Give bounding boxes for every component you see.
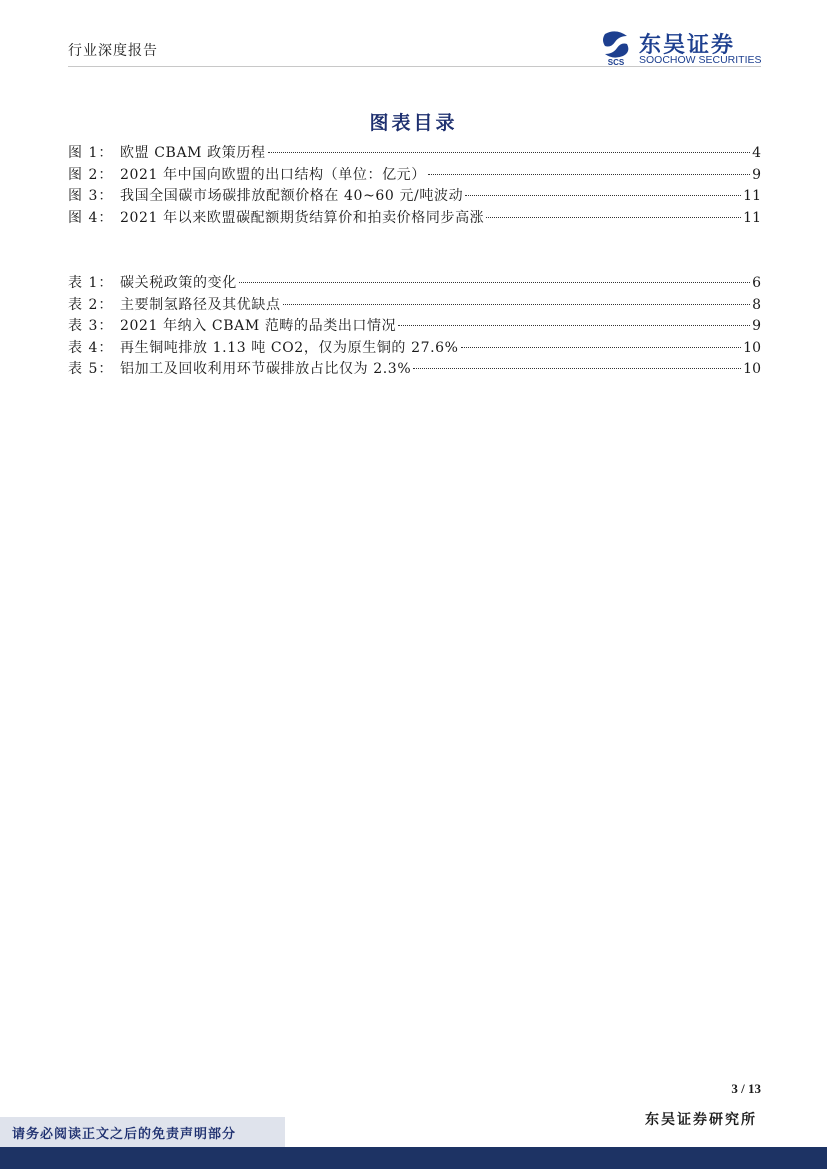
toc-entry-figure-1[interactable] <box>68 143 761 165</box>
soochow-logo-icon <box>601 30 631 66</box>
report-type-label: 行业深度报告 <box>68 43 158 59</box>
entry-label: 表 1： <box>68 275 114 291</box>
entry-text: 我国全国碳市场碳排放配额价格在 40~60 元/吨波动 <box>120 188 464 204</box>
entry-page: 11 <box>743 188 761 204</box>
table-list <box>68 273 761 381</box>
entry-text: 主要制氢路径及其优缺点 <box>120 296 281 313</box>
toc-entry-table-3[interactable] <box>68 316 761 338</box>
dot-leader <box>461 347 742 348</box>
entry-label: 图 2： <box>68 166 114 183</box>
dot-leader <box>283 304 750 305</box>
entry-page: 11 <box>743 209 761 226</box>
dot-leader <box>413 368 741 369</box>
dot-leader <box>486 217 741 218</box>
entry-text: 2021 年纳入 CBAM 范畴的品类出口情况 <box>120 318 397 334</box>
disclaimer-box <box>0 1117 285 1147</box>
toc-entry-figure-3[interactable] <box>68 186 761 208</box>
brand-name-cn: 东吴证券 <box>639 33 736 58</box>
entry-label: 图 1： <box>68 145 114 161</box>
dot-leader <box>268 152 751 153</box>
footer-bar <box>0 1147 827 1169</box>
figure-list <box>68 143 761 229</box>
page-number: 3 / 13 <box>731 1081 761 1096</box>
entry-label: 表 2： <box>68 296 114 313</box>
entry-page: 9 <box>752 318 761 334</box>
toc-entry-table-1[interactable] <box>68 273 761 295</box>
entry-text: 2021 年以来欧盟碳配额期货结算价和拍卖价格同步高涨 <box>120 209 485 226</box>
entry-label: 表 5： <box>68 361 114 377</box>
toc-entry-table-5[interactable] <box>68 359 761 381</box>
header-divider <box>68 66 761 67</box>
dot-leader <box>239 282 750 283</box>
dot-leader <box>398 325 750 326</box>
entry-page: 9 <box>752 166 761 183</box>
entry-page: 4 <box>752 145 761 161</box>
brand-logo <box>601 30 766 68</box>
dot-leader <box>428 174 750 175</box>
logo-mark-text: SCS <box>607 58 625 66</box>
toc-entry-figure-2[interactable] <box>68 165 761 187</box>
entry-text: 铝加工及回收利用环节碳排放占比仅为 2.3% <box>120 361 412 377</box>
brand-name-en: SOOCHOW SECURITIES <box>639 54 762 66</box>
entry-label: 表 4： <box>68 339 114 356</box>
entry-page: 10 <box>743 339 761 356</box>
toc-title: 图表目录 <box>369 112 458 134</box>
entry-page: 6 <box>752 275 761 291</box>
entry-page: 8 <box>752 296 761 313</box>
entry-label: 图 4： <box>68 209 114 226</box>
disclaimer-text: 请务必阅读正文之后的免责声明部分 <box>12 1127 237 1142</box>
entry-text: 欧盟 CBAM 政策历程 <box>120 145 266 161</box>
entry-page: 10 <box>743 361 761 377</box>
toc-entry-table-2[interactable] <box>68 295 761 317</box>
entry-text: 碳关税政策的变化 <box>120 275 237 291</box>
toc-entry-figure-4[interactable] <box>68 208 761 230</box>
dot-leader <box>465 195 741 196</box>
entry-text: 再生铜吨排放 1.13 吨 CO2，仅为原生铜的 27.6% <box>120 339 459 356</box>
entry-label: 图 3： <box>68 188 114 204</box>
toc-entry-table-4[interactable] <box>68 338 761 360</box>
institute-name: 东吴证券研究所 <box>645 1112 757 1128</box>
entry-text: 2021 年中国向欧盟的出口结构（单位：亿元） <box>120 166 426 183</box>
entry-label: 表 3： <box>68 318 114 334</box>
